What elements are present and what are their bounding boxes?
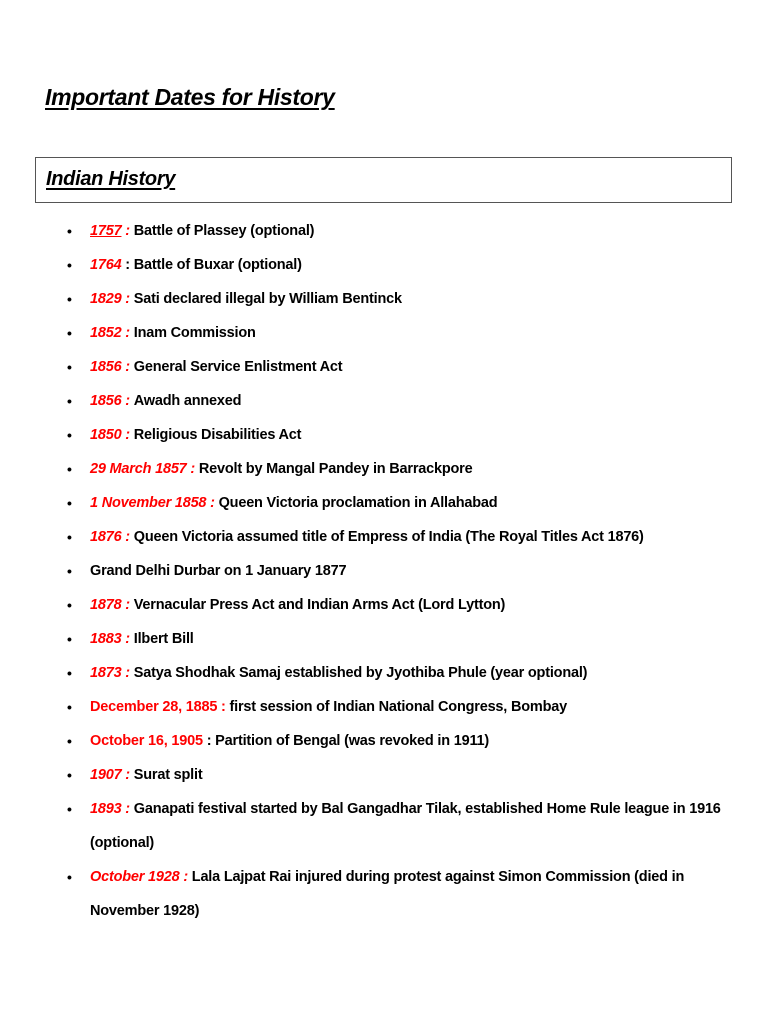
- date-separator: :: [121, 767, 134, 783]
- bullet-icon: •: [67, 699, 72, 715]
- section-title: Indian History: [46, 168, 176, 190]
- event-text: first session of Indian National Congress, Bombay: [229, 699, 567, 715]
- list-item: [0, 656, 768, 690]
- event-text: Religious Disabilities Act: [133, 427, 302, 443]
- event-date: 1856: [90, 359, 122, 375]
- event-date: 1873: [90, 665, 122, 681]
- list-item: [0, 554, 768, 588]
- events-list: [0, 214, 768, 928]
- event-text: Grand Delhi Durbar on 1 January 1877: [90, 563, 347, 579]
- list-item: [0, 622, 768, 656]
- bullet-icon: •: [67, 801, 72, 817]
- date-separator: :: [121, 427, 134, 443]
- list-item: [0, 486, 768, 520]
- list-item: [0, 282, 768, 316]
- bullet-icon: •: [67, 563, 72, 579]
- section-header-box: [35, 157, 732, 203]
- event-date: 1852: [90, 325, 122, 341]
- date-separator: :: [121, 223, 134, 239]
- date-separator: :: [121, 393, 134, 409]
- bullet-icon: •: [67, 495, 72, 511]
- date-separator: :: [121, 359, 134, 375]
- event-text: Surat split: [133, 767, 203, 783]
- date-separator: :: [217, 699, 230, 715]
- bullet-icon: •: [67, 461, 72, 477]
- list-item: [0, 860, 768, 928]
- bullet-icon: •: [67, 393, 72, 409]
- event-text: Revolt by Mangal Pandey in Barrackpore: [198, 461, 473, 477]
- event-date: October 1928: [90, 869, 180, 885]
- event-text: Satya Shodhak Samaj established by Jyothiba Phule (year optional): [133, 665, 588, 681]
- event-date: 1876: [90, 529, 122, 545]
- bullet-icon: •: [67, 291, 72, 307]
- date-separator: :: [121, 665, 134, 681]
- event-date: October 16, 1905: [90, 733, 203, 749]
- list-item: [0, 214, 768, 248]
- list-item: [0, 588, 768, 622]
- list-item: [0, 452, 768, 486]
- list-item: [0, 792, 768, 860]
- list-item: [0, 724, 768, 758]
- page-title: Important Dates for History: [45, 84, 335, 110]
- date-separator: :: [206, 495, 219, 511]
- bullet-icon: •: [67, 597, 72, 613]
- bullet-icon: •: [67, 223, 72, 239]
- event-date: 1878: [90, 597, 122, 613]
- list-item: [0, 520, 768, 554]
- bullet-icon: •: [67, 733, 72, 749]
- event-date: 1829: [90, 291, 122, 307]
- event-text: Inam Commission: [133, 325, 256, 341]
- event-text: Sati declared illegal by William Bentinck: [133, 291, 402, 307]
- date-separator: :: [121, 597, 134, 613]
- date-separator: :: [121, 291, 134, 307]
- event-date: 1883: [90, 631, 122, 647]
- list-item: [0, 316, 768, 350]
- date-separator: :: [121, 631, 134, 647]
- date-separator: :: [186, 461, 199, 477]
- event-text: Lala Lajpat Rai injured during protest against Simon Commission (died in November 1928): [90, 869, 685, 919]
- bullet-icon: •: [67, 359, 72, 375]
- date-separator: :: [202, 733, 216, 749]
- bullet-icon: •: [67, 257, 72, 273]
- bullet-icon: •: [67, 427, 72, 443]
- event-date: 1757: [90, 223, 122, 239]
- event-text: Battle of Buxar (optional): [133, 257, 302, 273]
- list-item: [0, 690, 768, 724]
- list-item: [0, 758, 768, 792]
- list-item: [0, 418, 768, 452]
- bullet-icon: •: [67, 529, 72, 545]
- event-text: Partition of Bengal (was revoked in 1911): [215, 733, 489, 749]
- date-separator: :: [121, 801, 134, 817]
- event-date: 1893: [90, 801, 122, 817]
- event-date: 29 March 1857: [90, 461, 187, 477]
- event-text: Vernacular Press Act and Indian Arms Act (Lord Lytton): [133, 597, 506, 613]
- list-item: [0, 248, 768, 282]
- bullet-icon: •: [67, 665, 72, 681]
- date-separator: :: [121, 529, 134, 545]
- bullet-icon: •: [67, 767, 72, 783]
- date-separator: :: [121, 325, 134, 341]
- event-text: Ilbert Bill: [133, 631, 194, 647]
- event-text: Awadh annexed: [133, 393, 242, 409]
- bullet-icon: •: [67, 631, 72, 647]
- bullet-icon: •: [67, 325, 72, 341]
- date-separator: :: [179, 869, 192, 885]
- event-text: Queen Victoria proclamation in Allahabad: [218, 495, 498, 511]
- event-date: 1856: [90, 393, 122, 409]
- list-item: [0, 350, 768, 384]
- event-date: 1907: [90, 767, 122, 783]
- event-text: General Service Enlistment Act: [133, 359, 343, 375]
- event-date: 1764: [90, 257, 122, 273]
- event-text: Ganapati festival started by Bal Gangadhar Tilak, established Home Rule league in 1916 (optional): [90, 801, 721, 851]
- list-item: [0, 384, 768, 418]
- event-date: December 28, 1885: [90, 699, 218, 715]
- event-text: Battle of Plassey (optional): [133, 223, 315, 239]
- event-date: 1 November 1858: [90, 495, 207, 511]
- event-date: 1850: [90, 427, 122, 443]
- bullet-icon: •: [67, 869, 72, 885]
- event-text: Queen Victoria assumed title of Empress of India (The Royal Titles Act 1876): [133, 529, 644, 545]
- date-separator: :: [121, 257, 134, 273]
